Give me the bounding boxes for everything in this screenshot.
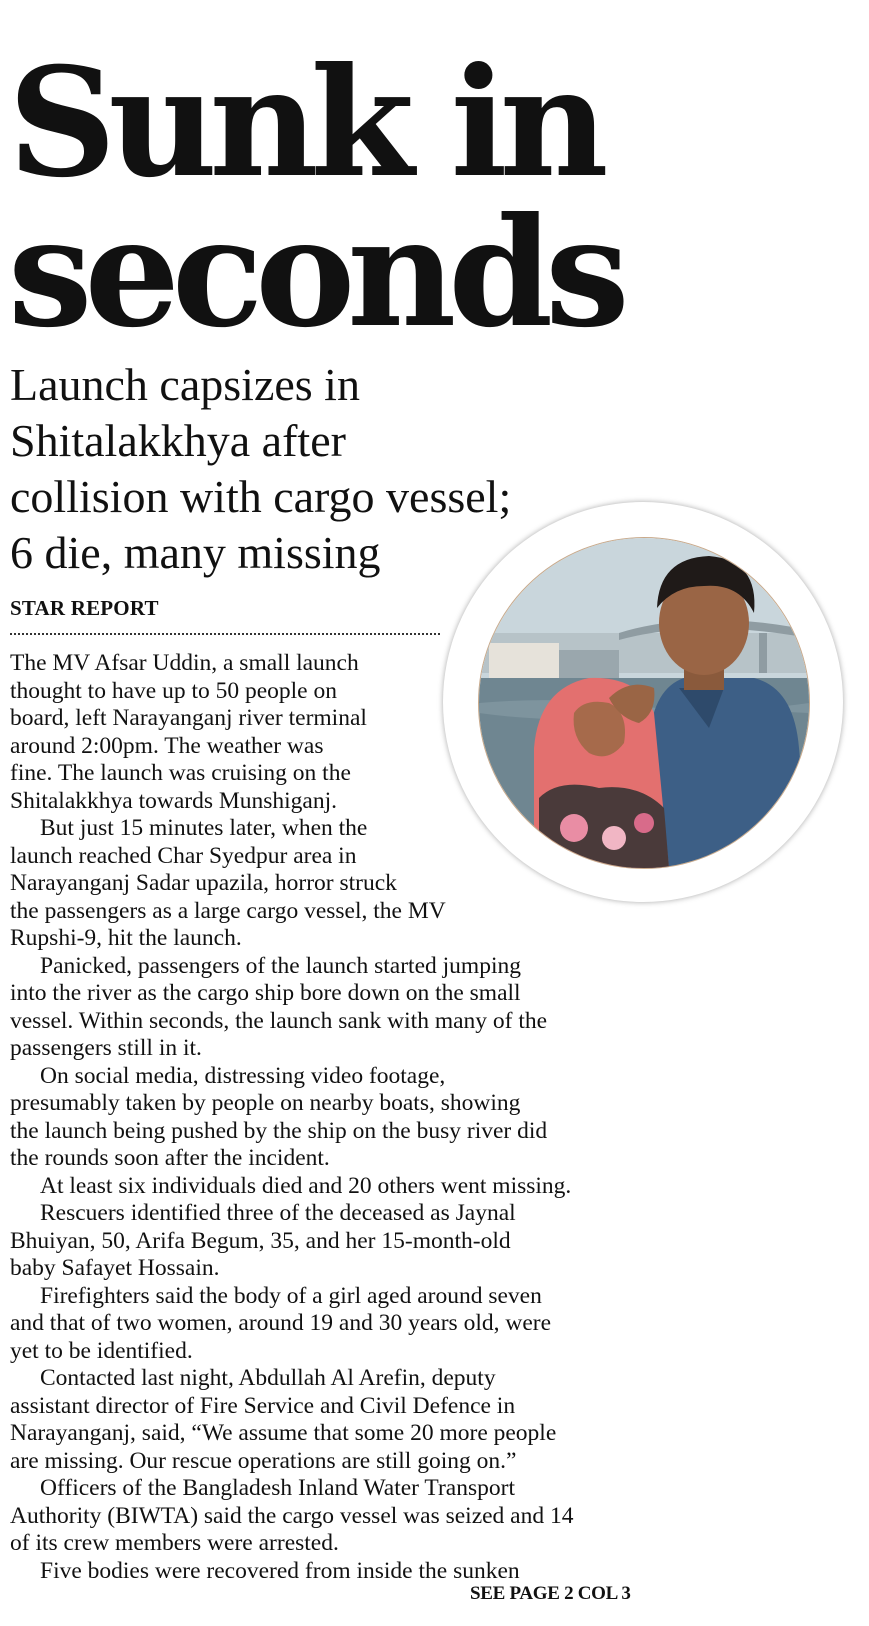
subheadline-line: 6 die, many missing <box>10 527 381 578</box>
article-text-line: Narayanganj Sadar upazila, horror struck <box>10 870 397 896</box>
article-text-line: thought to have up to 50 people on <box>10 677 337 704</box>
article-text-line: and that of two women, around 19 and 30 years old, were <box>10 1310 552 1336</box>
article-body <box>10 650 640 1585</box>
article-text-line: Rupshi-9, hit the launch. <box>10 925 242 951</box>
article-text-line: Authority (BIWTA) said the cargo vessel was seized and 14 <box>10 1502 574 1529</box>
article-text-line: the launch being pushed by the ship on the busy river did <box>10 1117 548 1144</box>
article-text-line: But just 15 minutes later, when the <box>40 815 368 841</box>
headline-line-1: Sunk in <box>8 35 601 211</box>
article-text-line: vessel. Within seconds, the launch sank with many of the <box>10 1007 548 1034</box>
article-text-line: of its crew members were arrested. <box>10 1530 339 1556</box>
article-text-line: Five bodies were recovered from inside the sunken <box>40 1557 520 1584</box>
article-text-line: Officers of the Bangladesh Inland Water Transport <box>40 1475 515 1501</box>
byline: STAR REPORT <box>10 596 159 620</box>
headline-line-2: seconds <box>8 185 622 361</box>
subheadline <box>10 357 570 581</box>
article-text-line: Contacted last night, Abdullah Al Arefin, deputy <box>40 1365 496 1391</box>
headline <box>8 35 768 361</box>
article-text-line: Shitalakkhya towards Munshiganj. <box>10 787 338 814</box>
article-text-line: launch reached Char Syedpur area in <box>10 842 357 869</box>
article-text-line: presumably taken by people on nearby boats, showing <box>10 1090 521 1116</box>
article-text-line: Panicked, passengers of the launch started jumping <box>40 952 521 979</box>
article-text-line: the rounds soon after the incident. <box>10 1145 330 1171</box>
continuation-line: SEE PAGE 2 COL 3 <box>470 1583 631 1604</box>
article-text-line: fine. The launch was cruising on the <box>10 760 351 786</box>
subheadline-line: collision with cargo vessel; <box>10 471 512 522</box>
article-text-line: baby Safayet Hossain. <box>10 1255 220 1281</box>
article-text-line: On social media, distressing video footage, <box>40 1062 446 1089</box>
article-text-line: yet to be identified. <box>10 1337 193 1364</box>
byline-divider <box>10 633 440 635</box>
article-text-line: Rescuers identified three of the deceased as Jaynal <box>40 1200 516 1226</box>
article-text-line: board, left Narayanganj river terminal <box>10 705 367 731</box>
article-text-line: are missing. Our rescue operations are still going on.” <box>10 1447 517 1474</box>
article-text-line: into the river as the cargo ship bore down on the small <box>10 980 521 1006</box>
article-text-line: Firefighters said the body of a girl aged around seven <box>40 1282 542 1309</box>
article-text-line: Narayanganj, said, “We assume that some 20 more people <box>10 1420 557 1446</box>
article-text-line: The MV Afsar Uddin, a small launch <box>10 650 359 676</box>
article-text-line: passengers still in it. <box>10 1035 202 1061</box>
article-text-line: assistant director of Fire Service and Civil Defence in <box>10 1392 516 1419</box>
subheadline-line: Shitalakkhya after <box>10 415 346 466</box>
article-text-line: Bhuiyan, 50, Arifa Begum, 35, and her 15-month-old <box>10 1227 511 1254</box>
article-text-line: At least six individuals died and 20 others went missing. <box>40 1172 572 1199</box>
article-text-line: the passengers as a large cargo vessel, the MV <box>10 897 446 924</box>
subheadline-line: Launch capsizes in <box>10 359 360 410</box>
article-text-line: around 2:00pm. The weather was <box>10 732 324 759</box>
